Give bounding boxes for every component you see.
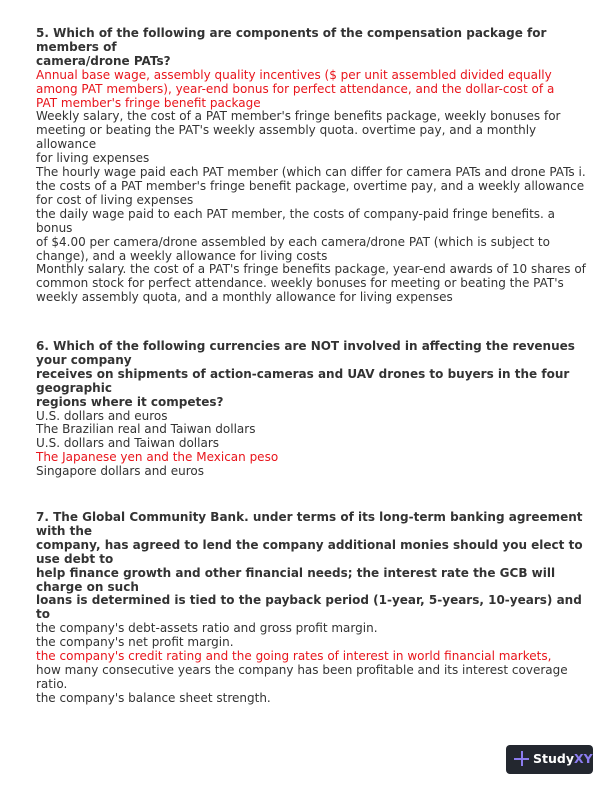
answer-option: The Brazilian real and Taiwan dollars [36, 422, 256, 437]
title-line: company, has agreed to lend the company additional monies should you elect to [36, 537, 583, 552]
answer-line: Weekly salary, the cost of a PAT member's fringe benefits package, weekly bonuses for [36, 109, 561, 124]
answer-line: for living expenses [36, 151, 150, 166]
answer-option: the company's net profit margin. [36, 635, 234, 650]
title-line: receives on shipments of action-cameras and UAV drones to buyers in the four [36, 366, 570, 381]
title-line: 7. The Global Community Bank. under terms of its long-term banking agreement [36, 510, 583, 524]
question-title [36, 511, 583, 622]
answer-line: The hourly wage paid each PAT member (which can differ for camera PATs and drone PATs i. [36, 165, 586, 180]
title-line: members of [36, 39, 117, 54]
answer-line: ratio. [36, 676, 68, 691]
answer-option: the company's debt-assets ratio and gross profit margin. [36, 621, 378, 636]
answer-option [36, 110, 586, 166]
answer-line: meeting or beating the PAT's weekly assembly quota. overtime pay, and a monthly [36, 123, 537, 138]
question-5 [36, 27, 586, 305]
answer-line: Annual base wage, assembly quality incentives ($ per unit assembled divided equally [36, 67, 552, 82]
answer-line: among PAT members), year-end bonus for perfect attendance, and the dollar-cost of a [36, 81, 555, 96]
answer-option: U.S. dollars and euros [36, 408, 168, 423]
title-line: 5. Which of the following are components of the compensation package for [36, 26, 547, 40]
answer-option: U.S. dollars and Taiwan dollars [36, 436, 219, 451]
brand-name [533, 751, 593, 767]
answer-line: the costs of a PAT member's fringe benefit package, overtime pay, and a weekly allowance [36, 178, 585, 193]
answer-option: the company's balance sheet strength. [36, 690, 271, 705]
answer-line: common stock for perfect attendance. weekly bonuses for meeting or beating the PAT's [36, 276, 564, 291]
answer-option: Singapore dollars and euros [36, 464, 204, 479]
title-line: help finance growth and other financial needs; the interest rate the GCB will [36, 565, 556, 580]
answer-option-correct: the company's credit rating and the going rates of interest in world financial markets, [36, 649, 552, 664]
answer-line: how many consecutive years the company has been profitable and its interest coverage [36, 662, 568, 677]
answer-line: Monthly salary. the cost of a PAT's fringe benefits package, year-end awards of 10 shares of [36, 262, 586, 277]
title-line: regions where it competes? [36, 394, 224, 409]
answer-option-correct: The Japanese yen and the Mexican peso [36, 450, 279, 465]
answer-line: change), and a weekly allowance for living costs [36, 248, 328, 263]
title-line: use debt to [36, 551, 114, 566]
title-line: camera/drone PATs? [36, 53, 171, 68]
title-line: with the [36, 523, 93, 538]
answer-line: for cost of living expenses [36, 192, 194, 207]
title-line: your company [36, 352, 132, 367]
studyxy-logo-badge[interactable] [506, 745, 593, 774]
answer-line: of $4.00 per camera/drone assembled by each camera/drone PAT (which is subject to [36, 234, 550, 249]
answer-line: weekly assembly quota, and a monthly allowance for living expenses [36, 290, 453, 305]
question-6 [36, 340, 575, 479]
brand-name-main: Study [533, 751, 574, 766]
answer-line: PAT member's fringe benefit package [36, 95, 261, 110]
answer-line: bonus [36, 220, 73, 235]
title-line: geographic [36, 380, 112, 395]
question-7 [36, 511, 583, 706]
answer-option [36, 664, 583, 692]
question-title [36, 27, 586, 69]
answer-option [36, 208, 586, 264]
title-line: charge on such [36, 579, 139, 594]
answer-line: the daily wage paid to each PAT member, the costs of company-paid fringe benefits. a [36, 206, 556, 221]
title-line: 6. Which of the following currencies are NOT involved in affecting the revenues [36, 339, 575, 353]
title-line: to [36, 607, 50, 622]
plus-icon [514, 751, 529, 766]
answer-line: allowance [36, 137, 97, 152]
answer-option [36, 263, 586, 305]
question-title [36, 340, 575, 410]
answer-option [36, 166, 586, 208]
brand-name-accent: XY [573, 751, 593, 766]
answer-option-correct [36, 69, 586, 111]
title-line: loans is determined is tied to the payback period (1-year, 5-years, 10-years) and [36, 593, 582, 608]
